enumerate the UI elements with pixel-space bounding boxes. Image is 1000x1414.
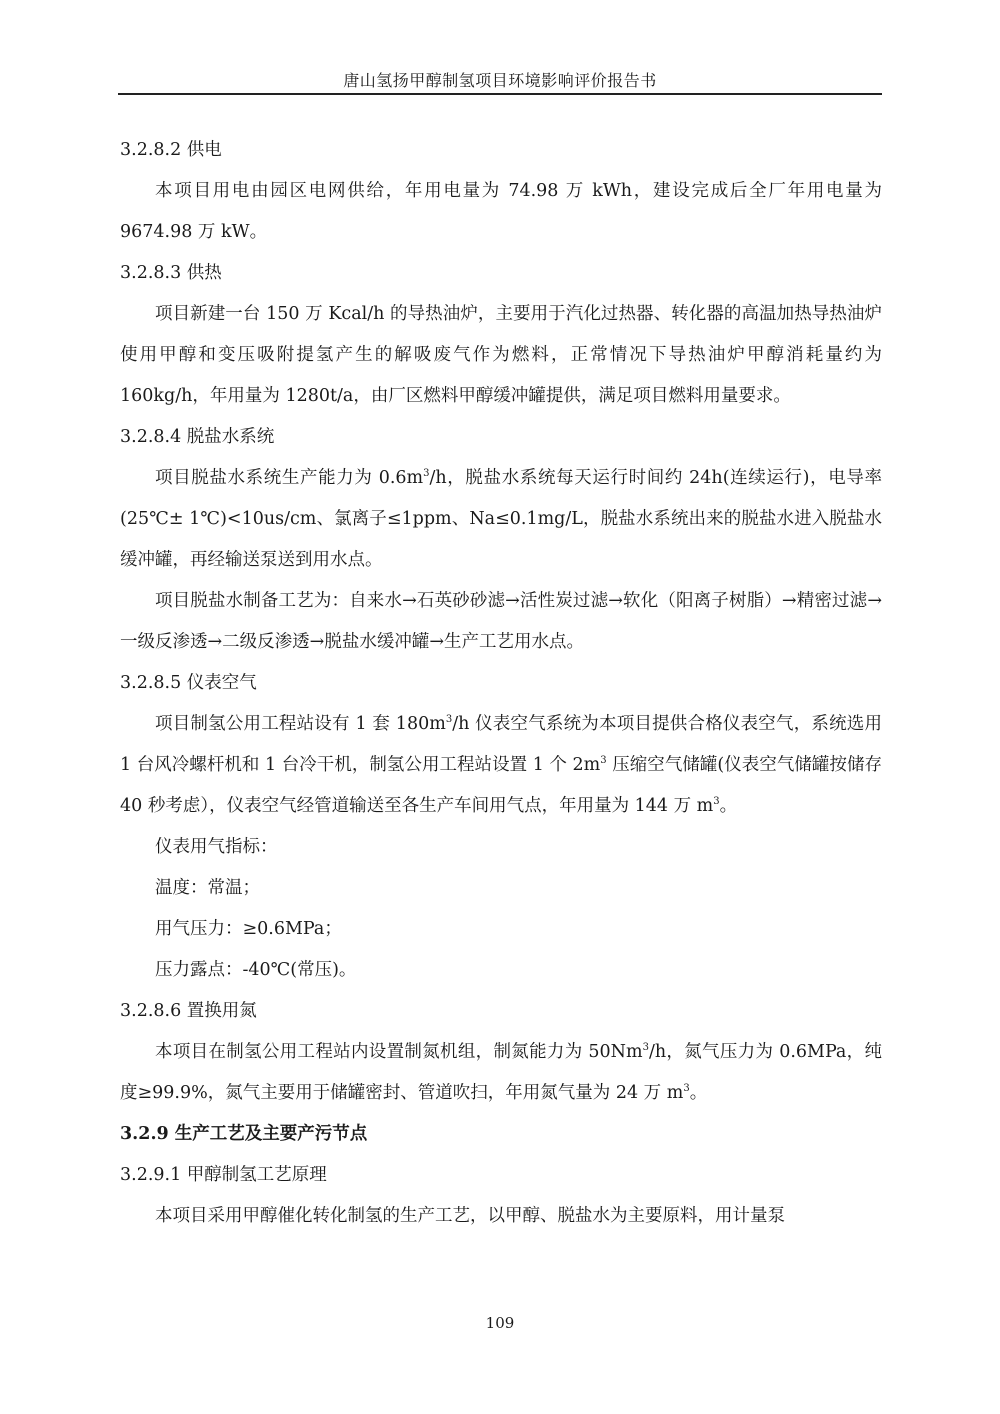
indicator-item: 温度：常温； [155,878,260,898]
paragraph-heat-supply: 项目新建一台 150 万 Kcal/h 的导热油炉，主要用于汽化过热器、转化器的高温加热导热油炉使用甲醇和变压吸附提氢产生的解吸废气作为燃料，正常情况下导热油炉甲醇消耗量约为 160kg/h，年用量为 1280t/a，由厂区燃料甲醇缓冲罐提供，满足项目燃料用量要求。 [120,304,882,406]
heading-3-2-8-6: 3.2.8.6 置换用氮 [120,1001,257,1021]
indicator-item: 用气压力：≥0.6MPa； [155,919,342,939]
superscript: 3 [600,755,607,766]
heading-3-2-9: 3.2.9 生产工艺及主要产污节点 [120,1124,368,1144]
paragraph-methanol-process: 本项目采用甲醇催化转化制氢的生产工艺，以甲醇、脱盐水为主要原料，用计量泵 [155,1206,785,1226]
text-run: /h，脱盐水系统每天运行时间约 24h(连续运行)，电导率(25℃± 1℃)<10us/cm、氯离子≤1ppm、Na≤0.1mg/L，脱盐水系统出来的脱盐水进入脱盐水缓冲罐，再经输送泵送到用水点。 [120,468,882,570]
indicator-item: 压力露点：-40℃(常压)。 [155,960,357,980]
text-run: 。 [719,796,738,816]
heading-3-2-8-3: 3.2.8.3 供热 [120,263,222,283]
superscript: 3 [642,1042,649,1053]
text-run: 本项目在制氢公用工程站内设置制氮机组，制氮能力为 50Nm [155,1042,643,1062]
text-run: 压缩空气储罐(仪表空气储罐按储存 40 秒考虑），仪表空气经管道输送至各生产车间用气点，年用量为 144 万 m [120,755,882,816]
paragraph-power-supply: 本项目用电由园区电网供给，年用电量为 74.98 万 kWh，建设完成后全厂年用电量为 9674.98 万 kW。 [120,181,882,242]
page-body [120,130,882,1237]
heading-3-2-8-2: 3.2.8.2 供电 [120,140,222,160]
text-run: 项目制氢公用工程站设有 1 套 180m [155,714,446,734]
paragraph-nitrogen [120,1032,882,1114]
superscript: 3 [423,468,430,479]
paragraph-desalted-water-capacity [120,458,882,581]
text-run: /h 仪表空气系统为本项目提供合格仪表空气，系统选用 1 台风冷螺杆机和 1 台冷干机，制氢公用工程站设置 1 个 2m [120,714,882,775]
heading-3-2-9-1: 3.2.9.1 甲醇制氢工艺原理 [120,1165,327,1185]
superscript: 3 [683,1083,690,1094]
paragraph-desalted-water-process: 项目脱盐水制备工艺为：自来水→石英砂砂滤→活性炭过滤→软化（阳离子树脂）→精密过滤→一级反渗透→二级反渗透→脱盐水缓冲罐→生产工艺用水点。 [120,591,882,652]
text-run: /h，氮气压力为 0.6MPa，纯度≥99.9%，氮气主要用于储罐密封、管道吹扫，年用氮气量为 24 万 m [120,1042,882,1103]
paragraph-instrument-air [120,704,882,827]
running-header-title: 唐山氢扬甲醇制氢项目环境影响评价报告书 [343,71,657,90]
text-run: 项目脱盐水系统生产能力为 0.6m [155,468,424,488]
heading-3-2-8-5: 3.2.8.5 仪表空气 [120,673,257,693]
text-run: 。 [689,1083,708,1103]
heading-3-2-8-4: 3.2.8.4 脱盐水系统 [120,427,275,447]
superscript: 3 [713,796,720,807]
superscript: 3 [445,714,453,725]
indicators-title: 仪表用气指标： [155,837,278,857]
header-rule [118,93,882,95]
page-number: 109 [485,1314,515,1332]
